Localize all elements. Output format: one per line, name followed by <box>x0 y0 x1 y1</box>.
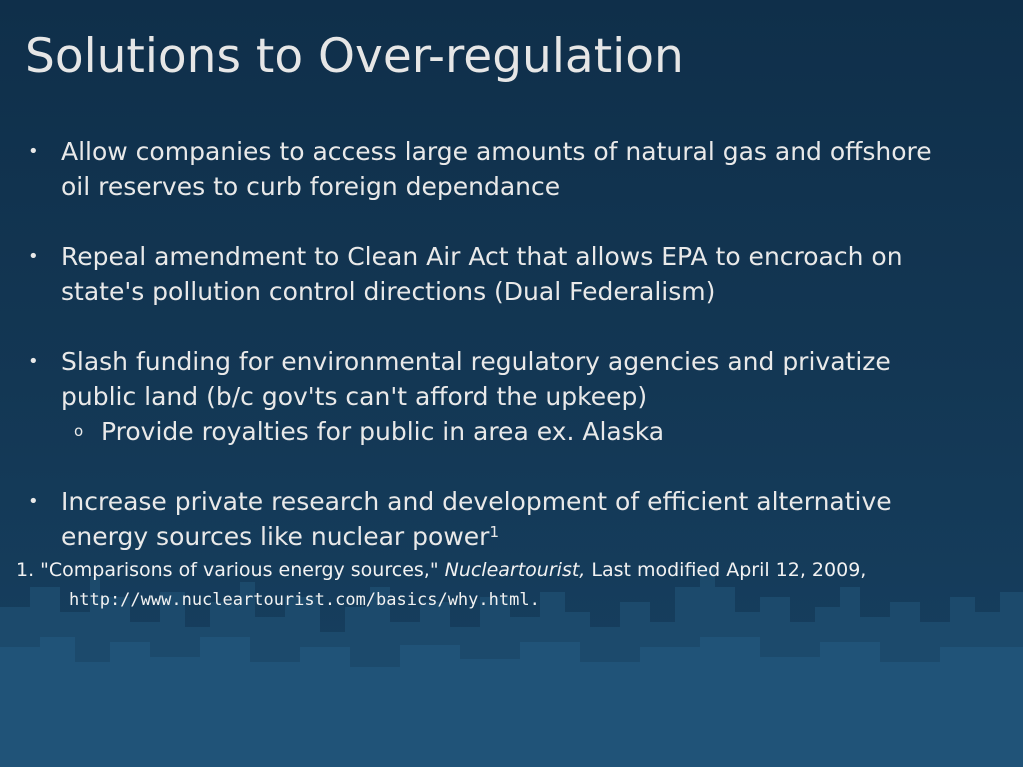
bullet-item <box>28 134 968 204</box>
sub-bullet-item <box>61 414 968 449</box>
bullet-list <box>28 134 968 589</box>
slide-title: Solutions to Over-regulation <box>25 29 684 84</box>
footnote-url-link[interactable]: http://www.nucleartourist.com/basics/why.html. <box>69 590 540 610</box>
circle-bullet-icon: o <box>74 422 84 440</box>
footnote-prefix: 1. "Comparisons of various energy sources," <box>16 559 445 581</box>
footnote <box>16 555 1006 615</box>
footnote-reference: 1 <box>489 523 499 541</box>
bullet-item <box>28 344 968 449</box>
sub-bullet-text: Provide royalties for public in area ex. Alaska <box>101 417 665 446</box>
bullet-text: Repeal amendment to Clean Air Act that allows EPA to encroach on state's pollution control directions (Dual Federalism) <box>61 242 903 306</box>
footnote-suffix: Last modified April 12, 2009, <box>585 559 867 581</box>
bullet-dot-icon: • <box>28 246 39 267</box>
bullet-item <box>28 484 968 554</box>
bullet-text: Allow companies to access large amounts of natural gas and offshore oil reserves to curb foreign dependance <box>61 137 932 201</box>
bullet-dot-icon: • <box>28 351 39 372</box>
bullet-item <box>28 239 968 309</box>
bullet-text: Slash funding for environmental regulatory agencies and privatize public land (b/c gov'ts can't afford the upkeep) <box>61 347 891 411</box>
bullet-text: Increase private research and development of efficient alternative energy sources like nuclear power <box>61 487 892 551</box>
bullet-dot-icon: • <box>28 141 39 162</box>
bullet-dot-icon: • <box>28 491 39 512</box>
footnote-source: Nucleartourist, <box>444 559 586 581</box>
